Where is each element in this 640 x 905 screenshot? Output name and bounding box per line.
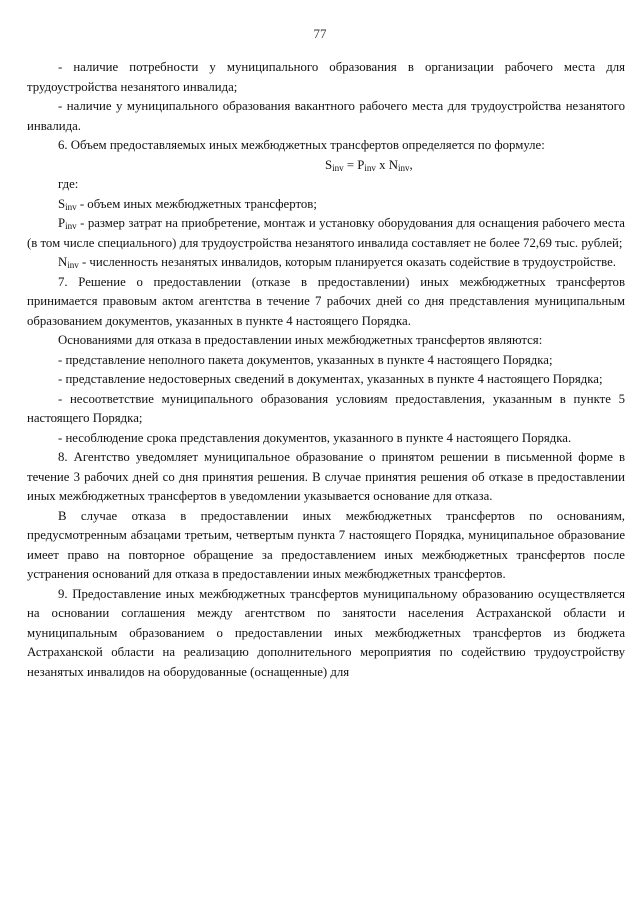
paragraph-item-6: 6. Объем предоставляемых иных межбюджетных трансфертов определяется по формуле: (58, 138, 545, 152)
definition-pinv (27, 214, 625, 253)
symbol-n-sub: inv (67, 260, 79, 270)
formula-p: P (357, 157, 365, 172)
formula-eq: = (343, 157, 358, 172)
document-body (27, 58, 625, 682)
formula-x: x (375, 157, 389, 172)
paragraph-need-for-workplace: - наличие потребности у муниципального образования в организации рабочего места для трудоустройства незанятого инвалида; (27, 60, 625, 94)
paragraph-item-9: 9. Предоставление иных межбюджетных трансфертов муниципальному образованию осуществляется на основании соглашения между агентством по занятости населения Астраханской области и муниципальным образованием о предоставлении иных межбюджетных трансфертов из бюджета Астраханской области на реализацию дополнительного мероприятия по содействию трудоустройству незанятых инвалидов на оборудованные (оснащенные) для (27, 586, 625, 679)
paragraph-item-7: 7. Решение о предоставлении (отказе в предоставлении) иных межбюджетных трансфертов принимается правовым актом агентства в течение 7 рабочих дней со дня представления муниципальным образованием документов, указанных в пункте 4 настоящего Порядка. (27, 274, 625, 328)
symbol-p: P (58, 216, 66, 230)
paragraph-item-8: 8. Агентство уведомляет муниципальное образование о принятом решении в письменной форме в течение 3 рабочих дней со дня принятия решения. В случае принятия решения об отказе в предоставлении иных межбюджетных трансфертов в уведомлении указывается основание для отказа. (27, 450, 625, 503)
symbol-p-sub: inv (65, 221, 77, 231)
formula-s-sub: inv (332, 162, 344, 173)
definition-sinv-text: - объем иных межбюджетных трансфертов; (76, 196, 317, 211)
paragraph-non-compliance: - несоответствие муниципального образования условиям предоставления, указанным в пункте 5 настоящего Порядка; (27, 391, 625, 425)
paragraph-deadline-violation: - несоблюдение срока представления документов, указанного в пункте 4 настоящего Порядка. (58, 430, 572, 445)
formula-n: N (388, 157, 398, 172)
formula-end: , (409, 157, 413, 172)
symbol-n: N (58, 255, 68, 269)
formula-n-sub: inv (397, 162, 410, 173)
definition-ninv (27, 253, 625, 273)
symbol-s-sub: inv (65, 201, 77, 212)
paragraph-refusal-grounds: Основаниями для отказа в предоставлении иных межбюджетных трансфертов являются: (58, 333, 543, 347)
formula-s: S (325, 157, 333, 172)
definition-ninv-text: - численность незанятых инвалидов, которым планируется оказать содействие в трудоустройстве. (78, 255, 616, 269)
paragraph-incomplete-package: - представление неполного пакета документов, указанных в пункте 4 настоящего Порядка; (58, 352, 553, 367)
formula (27, 156, 625, 176)
page-number: 77 (313, 26, 327, 41)
symbol-s: S (58, 196, 66, 211)
paragraph-unreliable-info: - представление недостоверных сведений в документах, указанных в пункте 4 настоящего Порядка; (58, 372, 603, 386)
paragraph-vacant-workplace: - наличие у муниципального образования вакантного рабочего места для трудоустройства незанятого инвалида. (27, 99, 625, 133)
paragraph-where: где: (58, 177, 79, 191)
definition-pinv-text: - размер затрат на приобретение, монтаж и установку оборудования для оснащения рабочего места (в том числе специального) для трудоустройства незанятого инвалида составляет не более 72,69 тыс. рублей; (27, 216, 625, 250)
paragraph-repeat-request: В случае отказа в предоставлении иных межбюджетных трансфертов по основаниям, предусмотренным абзацами третьим, четвертым пункта 7 настоящего Порядка, муниципальное образование имеет право на повторное обращение за предоставлением иных межбюджетных трансфертов после устранения оснований для отказа в предоставлении иных межбюджетных трансфертов. (27, 508, 625, 581)
definition-sinv (27, 195, 625, 215)
formula-p-sub: inv (364, 162, 376, 173)
